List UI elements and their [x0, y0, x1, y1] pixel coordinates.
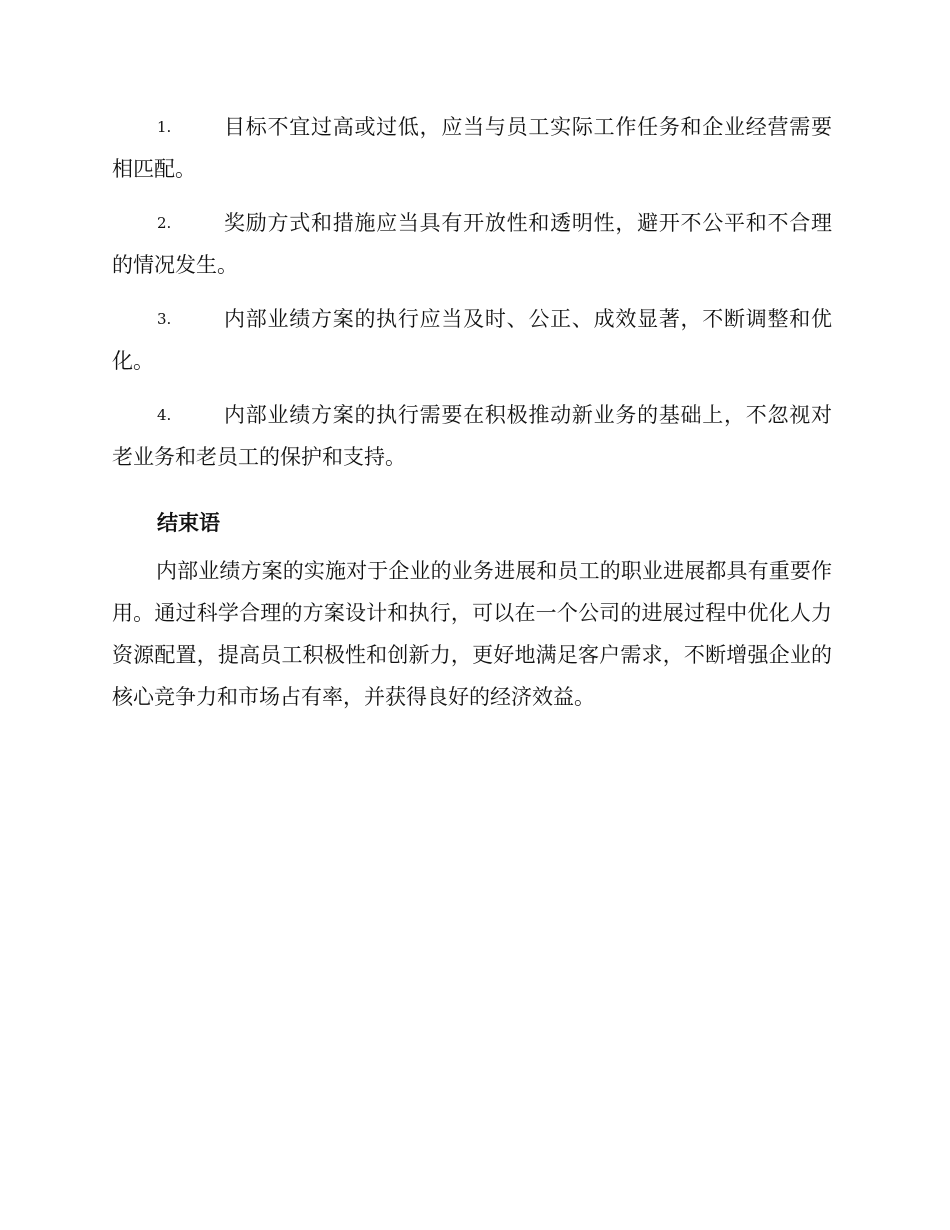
list-number: 2.	[157, 214, 172, 232]
conclusion-paragraph: 内部业绩方案的实施对于企业的业务进展和员工的职业进展都具有重要作用。通过科学合理的方案设计和执行，可以在一个公司的进展过程中优化人力资源配置，提高员工积极性和创新力，更好地满足客户需求，不断增强企业的核心竞争力和市场占有率，并获得良好的经济效益。	[112, 559, 832, 709]
list-item	[112, 106, 832, 190]
list-item-text: 内部业绩方案的执行应当及时、公正、成效显著，不断调整和优化。	[112, 307, 832, 373]
list-number: 3.	[157, 310, 172, 328]
list-number: 4.	[157, 406, 172, 424]
list-item-text: 内部业绩方案的执行需要在积极推动新业务的基础上，不忽视对老业务和老员工的保护和支持。	[112, 403, 832, 469]
list-item-text: 目标不宜过高或过低，应当与员工实际工作任务和企业经营需要相匹配。	[112, 115, 832, 181]
list-item	[112, 298, 832, 382]
conclusion-heading: 结束语	[157, 510, 220, 535]
list-item	[112, 202, 832, 286]
list-item	[112, 394, 832, 478]
list-item-text: 奖励方式和措施应当具有开放性和透明性，避开不公平和不合理的情况发生。	[112, 211, 832, 277]
list-number: 1.	[157, 118, 172, 136]
